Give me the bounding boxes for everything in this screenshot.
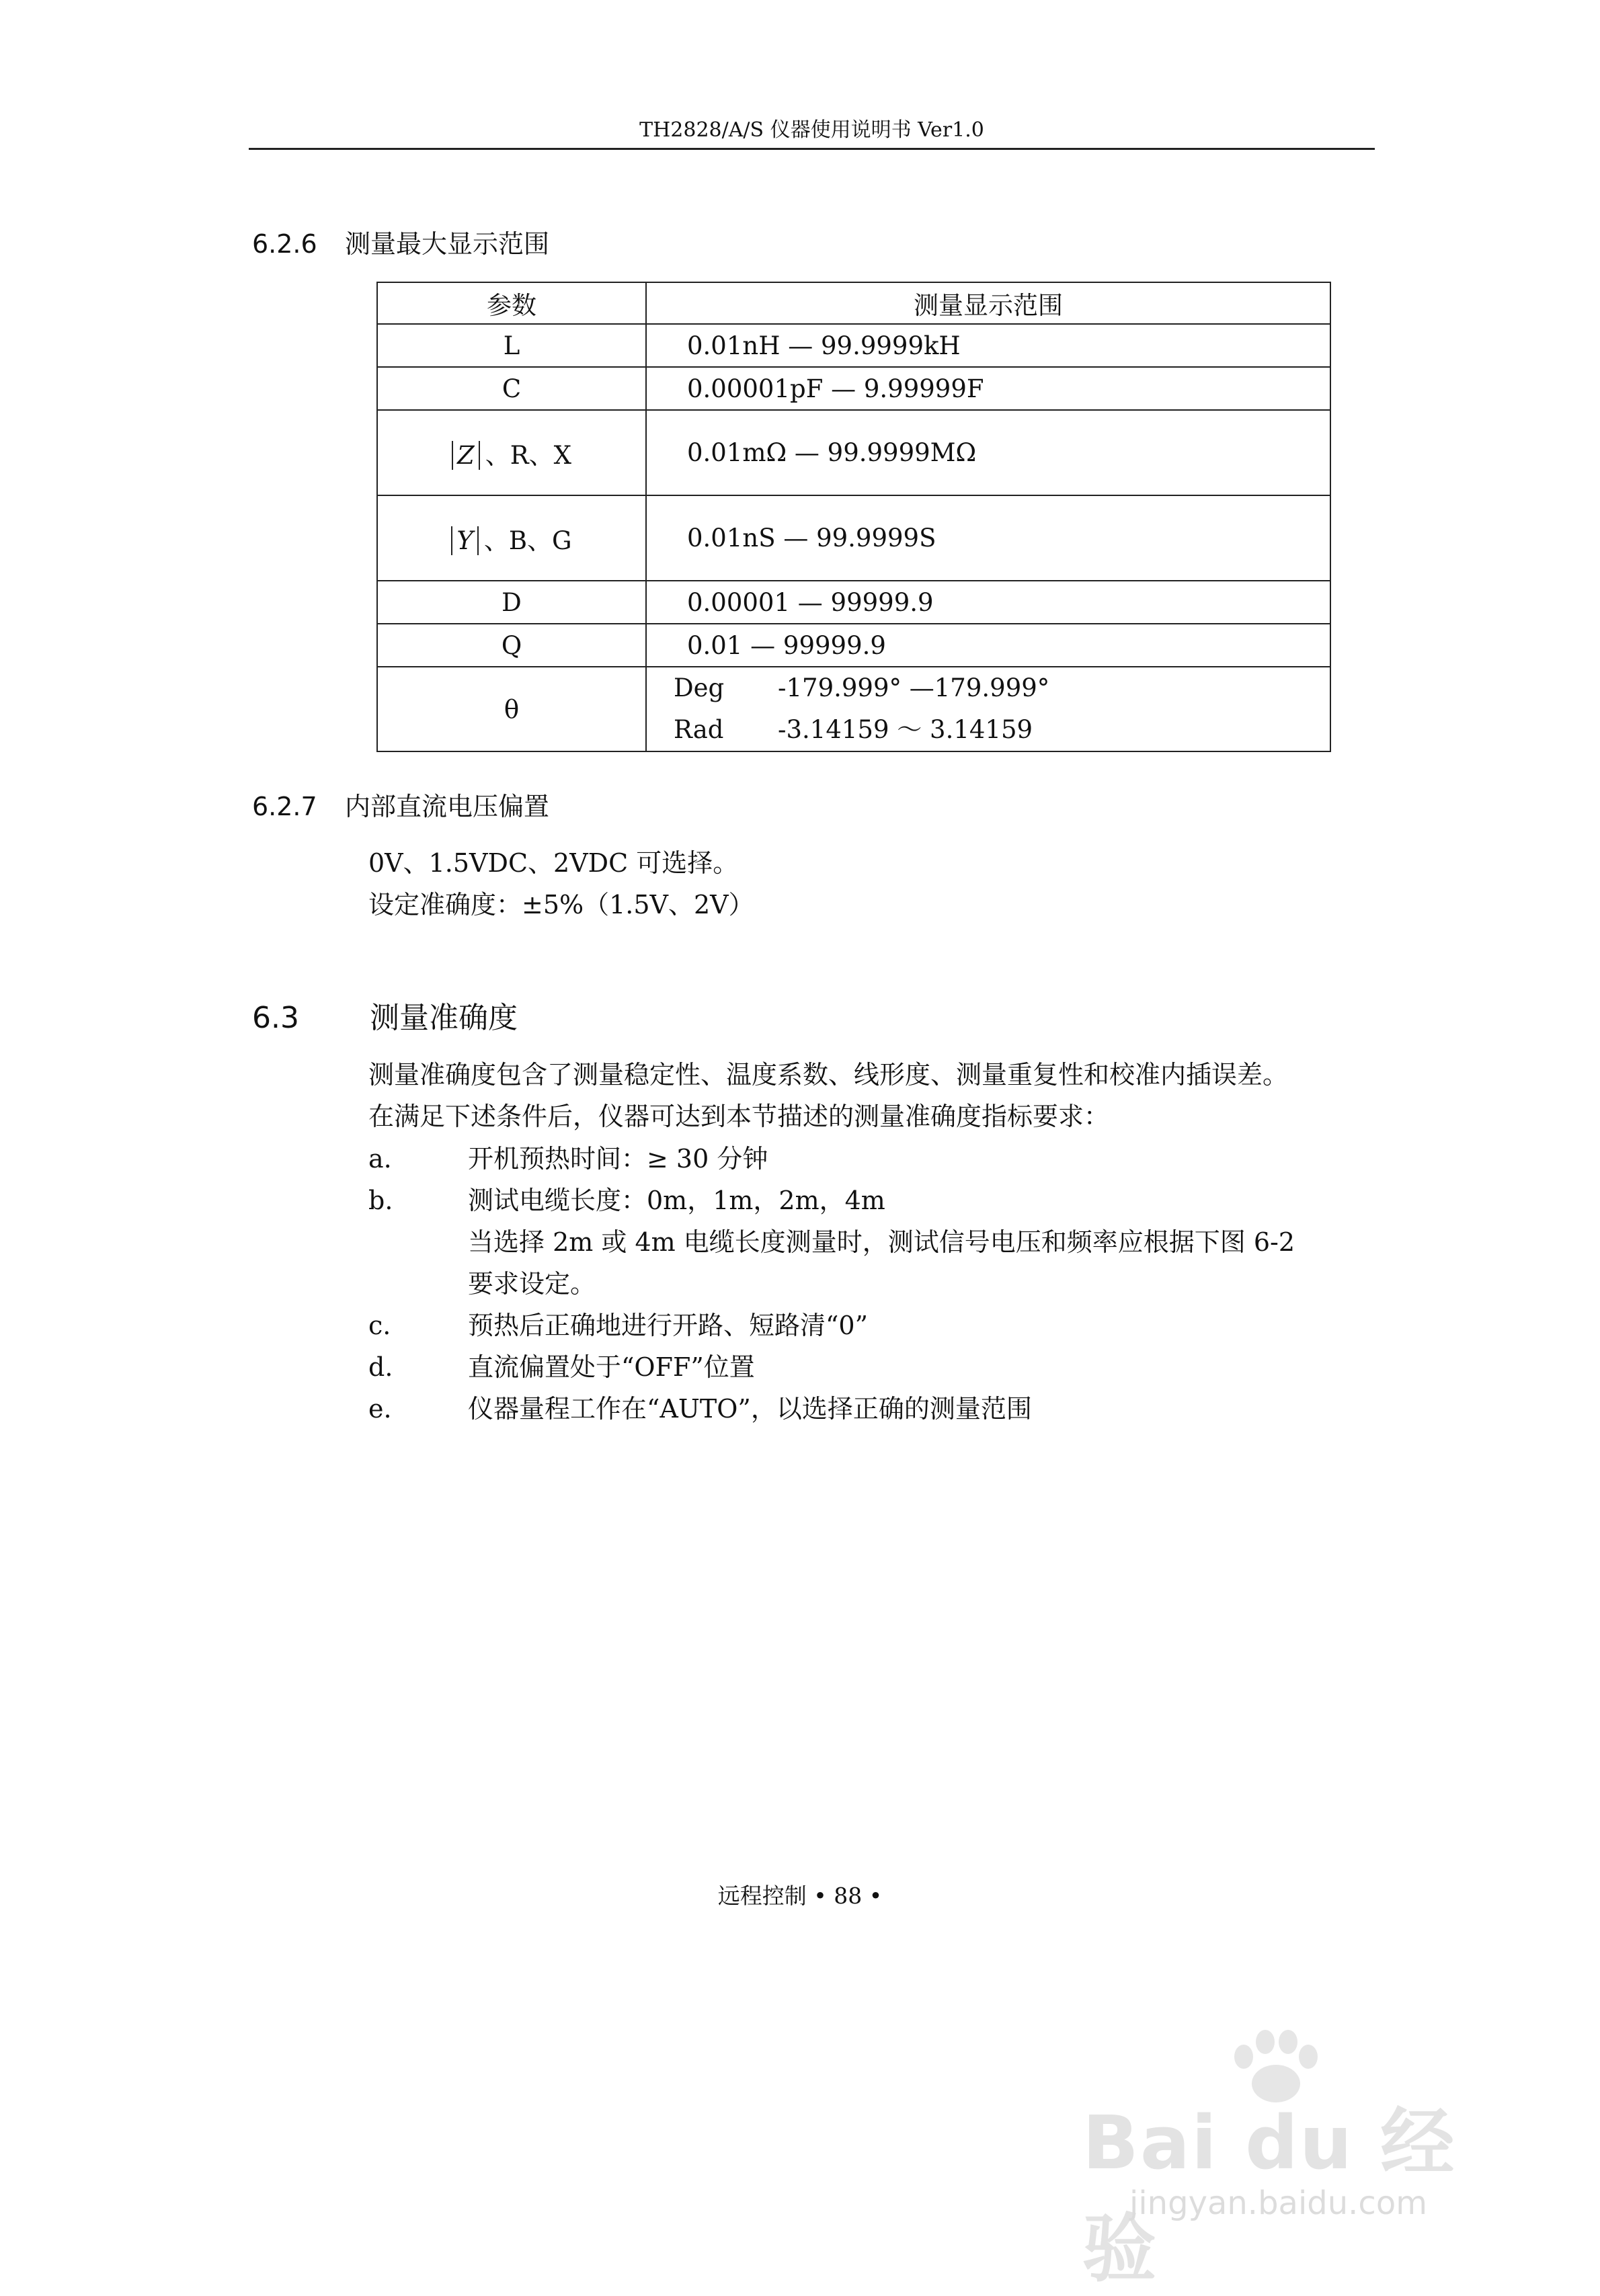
list-subtext: 当选择 2m 或 4m 电缆长度测量时，测试信号电压和频率应根据下图 6-2 bbox=[468, 1227, 1295, 1257]
header-divider bbox=[249, 148, 1375, 150]
dc-bias-accuracy: 设定准确度：±5%（1.5V、2V） bbox=[368, 890, 754, 919]
section-6-3-heading bbox=[252, 993, 518, 1036]
header-param: 参数 bbox=[377, 282, 646, 324]
table-row bbox=[377, 495, 1330, 581]
list-item bbox=[368, 1138, 1377, 1180]
header-range: 测量显示范围 bbox=[646, 282, 1330, 324]
list-label: a. bbox=[368, 1144, 392, 1174]
range-cell: 0.01mΩ — 99.9999MΩ bbox=[646, 410, 1330, 495]
param-cell bbox=[377, 495, 646, 581]
list-text: 开机预热时间：≥ 30 分钟 bbox=[468, 1144, 768, 1174]
theta-deg-line bbox=[647, 667, 1330, 709]
table-row bbox=[377, 324, 1330, 367]
list-label: d. bbox=[368, 1352, 393, 1382]
accuracy-intro-line-1: 测量准确度包含了测量稳定性、温度系数、线形度、测量重复性和校准内插误差。 bbox=[368, 1060, 1289, 1090]
dc-bias-options: 0V、1.5VDC、2VDC 可选择。 bbox=[368, 848, 739, 878]
theta-rad-line bbox=[647, 709, 1330, 751]
param-cell: θ bbox=[377, 667, 646, 751]
param-rest: 、B、G bbox=[483, 526, 572, 555]
list-subtext: 要求设定。 bbox=[468, 1269, 596, 1299]
section-6-2-7-heading bbox=[252, 786, 549, 823]
param-cell: D bbox=[377, 581, 646, 624]
range-cell bbox=[646, 667, 1330, 751]
table-row bbox=[377, 367, 1330, 410]
abs-y-symbol: Y bbox=[451, 526, 478, 555]
deg-range: -179.999° —179.999° bbox=[778, 673, 1050, 702]
accuracy-intro-line-2: 在满足下述条件后，仪器可达到本节描述的测量准确度指标要求： bbox=[368, 1102, 1110, 1131]
list-label: c. bbox=[368, 1311, 391, 1340]
range-cell: 0.01nS — 99.9999S bbox=[646, 495, 1330, 581]
range-cell: 0.01 — 99999.9 bbox=[646, 624, 1330, 667]
section-6-2-6-heading bbox=[252, 223, 549, 260]
list-item bbox=[368, 1388, 1377, 1430]
param-cell: Q bbox=[377, 624, 646, 667]
list-text: 仪器量程工作在“AUTO”，以选择正确的测量范围 bbox=[468, 1394, 1032, 1424]
param-cell: C bbox=[377, 367, 646, 410]
watermark-url: jingyan.baidu.com bbox=[1129, 2184, 1427, 2222]
table-row-theta bbox=[377, 667, 1330, 751]
section-number: 6.3 bbox=[252, 1001, 299, 1035]
baidu-jingyan-watermark bbox=[1069, 2030, 1499, 2292]
page-footer: 远程控制 • 88 • bbox=[717, 1883, 883, 1909]
list-item bbox=[368, 1305, 1377, 1346]
table-row bbox=[377, 410, 1330, 495]
list-text: 测试电缆长度：0m，1m，2m，4m bbox=[468, 1186, 885, 1215]
param-cell: L bbox=[377, 324, 646, 367]
list-text: 直流偏置处于“OFF”位置 bbox=[468, 1352, 755, 1382]
list-item bbox=[368, 1180, 1377, 1305]
list-text: 预热后正确地进行开路、短路清“0” bbox=[468, 1311, 869, 1340]
watermark-brand: Bai du 经验 bbox=[1082, 2100, 1456, 2292]
table-header-row bbox=[377, 282, 1330, 324]
section-title: 测量准确度 bbox=[370, 1001, 518, 1035]
table-row bbox=[377, 581, 1330, 624]
rad-range: -3.14159 ～ 3.14159 bbox=[778, 715, 1033, 744]
rad-label: Rad bbox=[674, 715, 724, 744]
range-cell: 0.01nH — 99.9999kH bbox=[646, 324, 1330, 367]
param-cell bbox=[377, 410, 646, 495]
display-range-table bbox=[376, 282, 1331, 752]
section-number: 6.2.7 bbox=[252, 792, 317, 821]
section-title: 测量最大显示范围 bbox=[345, 229, 550, 259]
abs-z-symbol: Z bbox=[452, 441, 480, 470]
table-row bbox=[377, 624, 1330, 667]
section-title: 内部直流电压偏置 bbox=[345, 792, 550, 821]
section-number: 6.2.6 bbox=[252, 229, 317, 259]
range-cell: 0.00001 — 99999.9 bbox=[646, 581, 1330, 624]
list-item bbox=[368, 1346, 1377, 1388]
range-cell: 0.00001pF — 9.99999F bbox=[646, 367, 1330, 410]
page-header: TH2828/A/S 仪器使用说明书 Ver1.0 bbox=[639, 118, 984, 142]
list-label: b. bbox=[368, 1186, 393, 1215]
list-label: e. bbox=[368, 1394, 392, 1424]
param-rest: 、R、X bbox=[485, 440, 571, 470]
deg-label: Deg bbox=[674, 673, 725, 702]
